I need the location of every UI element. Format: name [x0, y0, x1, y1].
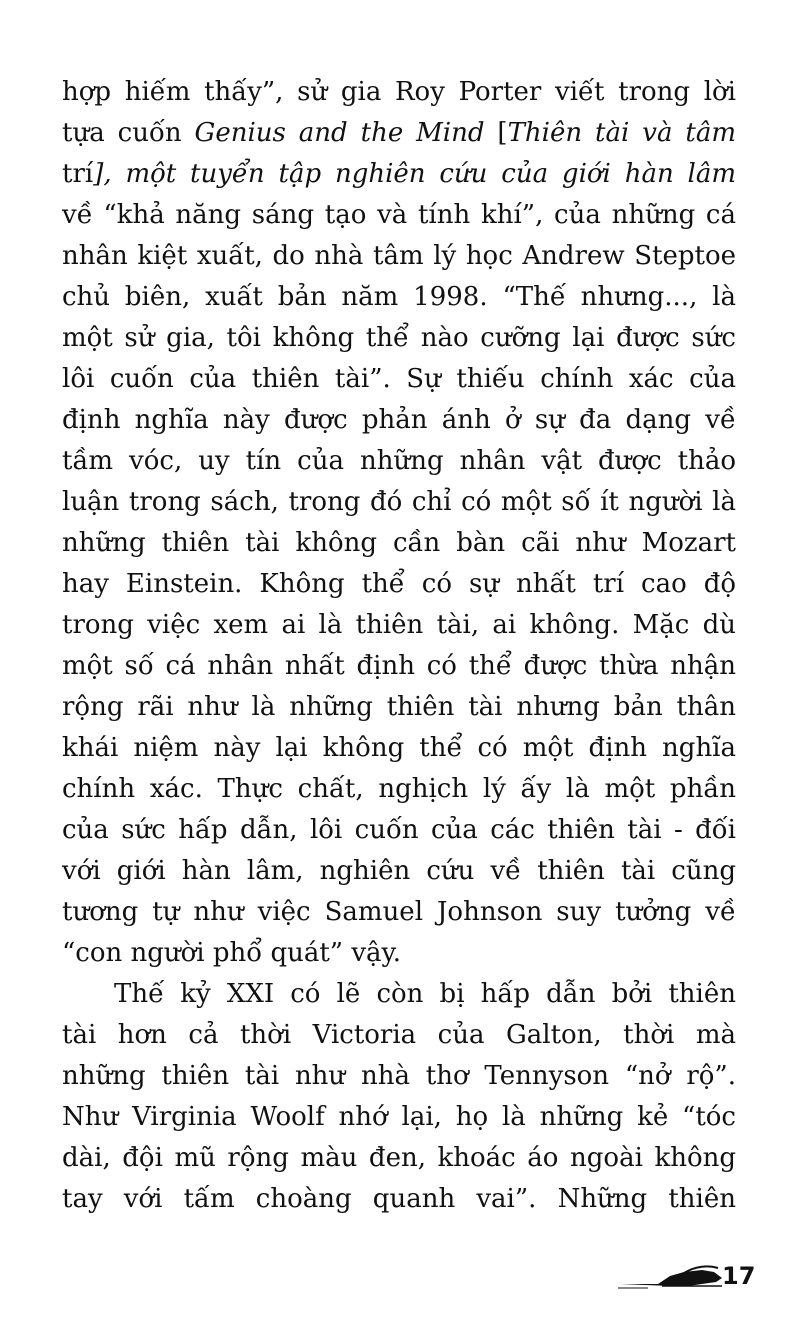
- text-line: nhân kiệt xuất, do nhà tâm lý học Andrew Steptoe: [62, 241, 736, 271]
- text-line: với giới hàn lâm, nghiên cứu về thiên tài cũng: [62, 856, 736, 886]
- page-folio: [618, 1260, 756, 1300]
- body-text: [62, 72, 736, 1220]
- text-line: những thiên tài không cần bàn cãi như Mozart: [62, 528, 736, 558]
- text-line: dài, đội mũ rộng màu đen, khoác áo ngoài không: [62, 1143, 736, 1173]
- text-line: khái niệm này lại không thể có một định nghĩa: [62, 733, 736, 763]
- text-line: hợp hiếm thấy”, sử gia Roy Porter viết trong lời: [62, 77, 736, 107]
- text-line: chính xác. Thực chất, nghịch lý ấy là một phần: [62, 774, 736, 804]
- text-line: Như Virginia Woolf nhớ lại, họ là những kẻ “tóc: [62, 1102, 736, 1132]
- page-number: 17: [722, 1262, 756, 1290]
- text-line: lôi cuốn của thiên tài”. Sự thiếu chính xác của: [62, 364, 736, 394]
- text-line: một số cá nhân nhất định có thể được thừa nhận: [62, 651, 736, 681]
- text-line: tương tự như việc Samuel Johnson suy tưởng về: [62, 897, 736, 927]
- text-line-italic-title: tựa cuốn Genius and the Mind [Thiên tài và tâm: [62, 118, 736, 148]
- italic-title: Genius and the Mind: [194, 118, 485, 148]
- text-line: định nghĩa này được phản ánh ở sự đa dạng về: [62, 405, 736, 435]
- paragraph-last-line: “con người phổ quát” vậy.: [62, 938, 402, 968]
- text-line: rộng rãi như là những thiên tài nhưng bản thân: [62, 692, 736, 722]
- text-line: tay với tấm choàng quanh vai”. Những thiên: [62, 1184, 736, 1214]
- text-line: tầm vóc, uy tín của những nhân vật được thảo: [62, 446, 736, 476]
- italic-title: Thiên tài và tâm: [507, 118, 736, 148]
- text-line: những thiên tài như nhà thơ Tennyson “nở rộ”.: [62, 1061, 736, 1091]
- text-line: tài hơn cả thời Victoria của Galton, thời mà: [62, 1020, 736, 1050]
- paragraph-first-line: Thế kỷ XXI có lẽ còn bị hấp dẫn bởi thiên: [114, 979, 736, 1009]
- text-line: luận trong sách, trong đó chỉ có một số ít người là: [62, 487, 736, 517]
- quill-ornament-icon: [618, 1264, 726, 1290]
- text-line: của sức hấp dẫn, lôi cuốn của các thiên tài - đối: [62, 815, 736, 845]
- text-line: trong việc xem ai là thiên tài, ai không. Mặc dù: [62, 610, 736, 640]
- text-line: hay Einstein. Không thể có sự nhất trí cao độ: [62, 569, 736, 599]
- italic-title: ], một tuyển tập nghiên cứu của giới hàn lâm: [93, 159, 736, 189]
- text-line: một sử gia, tôi không thể nào cưỡng lại được sức: [62, 323, 736, 353]
- text-line: chủ biên, xuất bản năm 1998. “Thế nhưng..., là: [62, 282, 736, 312]
- text-line-italic-title: trí], một tuyển tập nghiên cứu của giới hàn lâm: [62, 159, 736, 189]
- text-line: về “khả năng sáng tạo và tính khí”, của những cá: [62, 200, 736, 230]
